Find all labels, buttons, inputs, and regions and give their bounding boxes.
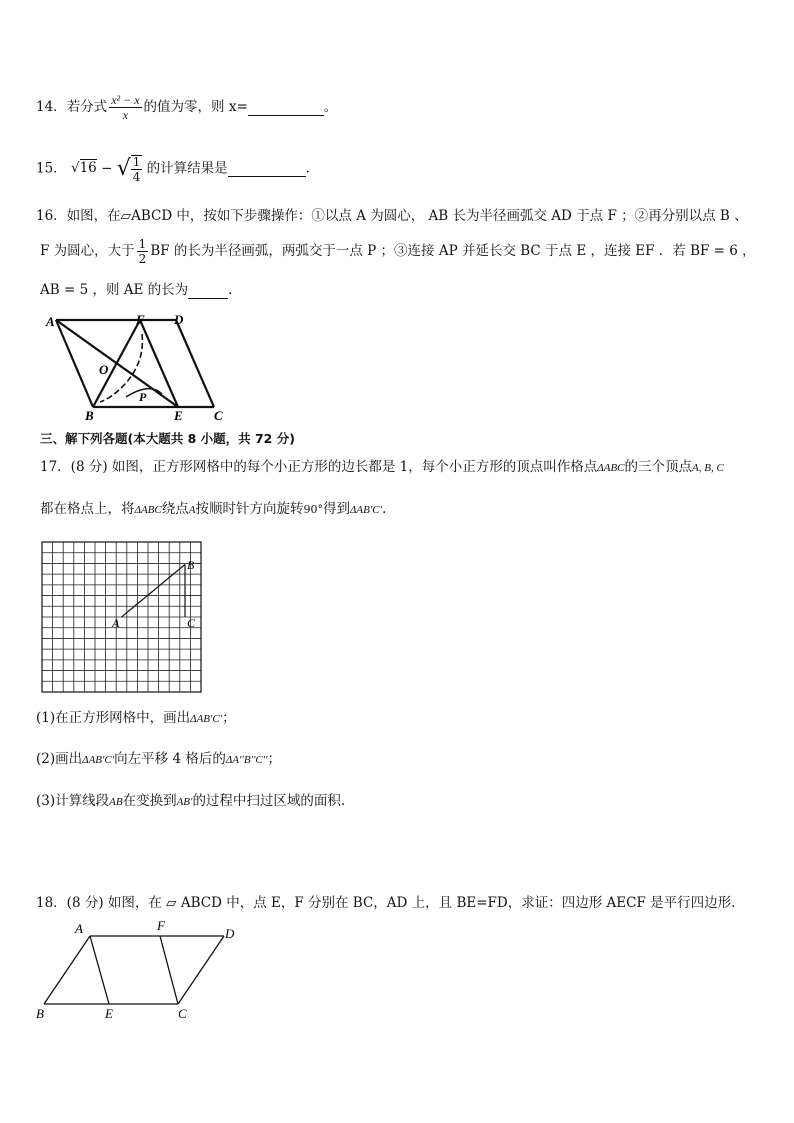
q18-figure — [32, 916, 252, 1024]
q17-part3b: AB — [109, 796, 123, 808]
radical-icon: √ — [70, 160, 80, 177]
question-16-line3 — [40, 284, 232, 299]
label-p: P — [139, 390, 147, 404]
q17-line2c: 绕点 — [161, 501, 189, 517]
q17-line1c: 的三个顶点 — [624, 459, 692, 475]
q17-part2e: ； — [267, 751, 282, 767]
question-17-line1 — [40, 461, 724, 475]
q15-frac-num: 1 — [132, 155, 141, 169]
q14-numerator: x² − x — [111, 93, 140, 107]
q17-part1b: ΔAB′C′ — [190, 713, 223, 725]
q16-fraction — [137, 238, 149, 265]
segment-ab — [44, 936, 90, 1004]
label-f: F — [136, 312, 145, 327]
q17-line2h: ΔAB′C′ — [349, 504, 383, 516]
q17-line2i: . — [382, 501, 387, 517]
q16-answer-blank[interactable] — [188, 284, 228, 299]
label-o: O — [99, 362, 109, 377]
q16-line2a: F 为圆心，大于 — [40, 243, 135, 259]
q15-sqrt-quarter — [117, 155, 143, 183]
q17-line1d: A, B, C — [692, 462, 724, 474]
q17-part2d: ΔA′′B′′C′′ — [225, 754, 268, 766]
q17-line1b: ΔABC — [597, 462, 625, 474]
label-d: D — [225, 926, 235, 941]
q14-middle: 的值为零，则 x= — [143, 99, 248, 115]
q16-frac-num: 1 — [138, 237, 147, 251]
question-17-line2 — [40, 503, 386, 517]
q14-fraction — [109, 94, 141, 121]
label-f: F — [157, 918, 165, 933]
q16-line3: AB = 5 ，则 AE 的长为 — [40, 282, 189, 298]
radical-icon: √ — [116, 156, 131, 181]
label-e: E — [174, 408, 183, 423]
q14-suffix: 。 — [323, 99, 338, 115]
label-a: A — [46, 314, 55, 329]
q17-part3a: (3)计算线段 — [36, 793, 110, 809]
question-14 — [36, 94, 337, 121]
q17-part3d: AB′ — [176, 796, 193, 808]
q15-number: 15． — [36, 160, 67, 177]
section-3-title: 三、解下列各题(本大题共 8 小题，共 72 分) — [40, 431, 295, 446]
q17-part3c: 在变换到 — [122, 793, 177, 809]
q17-part1a: (1)在正方形网格中，画出 — [36, 710, 191, 726]
q16-line1: 如图，在▱ABCD 中，按如下步骤操作：①以点 A 为圆心， AB 长为半径画弧交 AD 于点 F ；②再分别以点 B 、 — [66, 208, 748, 224]
q17-part1 — [36, 712, 236, 726]
q17-line2g: 得到 — [322, 501, 350, 517]
question-16-line1 — [36, 210, 748, 224]
q17-part3 — [36, 795, 345, 809]
q15-radicand: 16 — [79, 160, 97, 177]
q17-part2a: (2)画出 — [36, 751, 83, 767]
q16-line2b: BF 的长为半径画弧，两弧交于一点 P ；③连接 AP 并延长交 BC 于点 E ，连接 EF ．若 BF = 6 ， — [150, 243, 756, 259]
q14-prefix: 若分式 — [66, 99, 108, 115]
label-b: B — [36, 1006, 44, 1021]
q15-end: . — [305, 160, 310, 177]
label-b: B — [85, 408, 94, 423]
label-d: D — [174, 312, 184, 327]
q17-line2e: 按顺时针方向旋转 — [195, 501, 304, 517]
label-c: C — [187, 616, 196, 630]
label-b: B — [187, 558, 195, 572]
q15-suffix: 的计算结果是 — [146, 160, 228, 177]
q16-line3-end: . — [228, 282, 233, 298]
q17-line2d: A — [188, 504, 196, 516]
label-c: C — [178, 1006, 187, 1021]
label-a: A — [75, 921, 83, 936]
q15-fraction — [131, 155, 143, 183]
q17-line2f: 90° — [303, 503, 323, 516]
q15-minus: − — [101, 160, 113, 177]
label-e: E — [105, 1006, 113, 1021]
q14-denominator: x — [122, 108, 129, 122]
question-15 — [36, 155, 310, 183]
q14-answer-blank[interactable] — [248, 101, 324, 116]
question-16-line2 — [40, 238, 756, 265]
q17-line2b: ΔABC — [134, 504, 162, 516]
q17-line1a: 17．(8 分) 如图，正方形网格中的每个小正方形的边长都是 1，每个小正方形的顶点叫作格点 — [40, 459, 598, 475]
q17-part2 — [36, 753, 281, 767]
segment-dc — [178, 936, 224, 1004]
q17-part2b: ΔAB′C′ — [82, 754, 115, 766]
q17-part3e: 的过程中扫过区域的面积. — [192, 793, 346, 809]
q17-grid-figure — [40, 540, 210, 695]
q17-part1c: ； — [222, 710, 236, 726]
question-18: 18．(8 分) 如图，在 ▱ ABCD 中，点 E，F 分别在 BC，AD 上，且 BE=FD，求证：四边形 AECF 是平行四边形. — [36, 895, 736, 911]
segment-ae — [90, 936, 109, 1004]
q14-number: 14． — [36, 99, 67, 115]
q15-answer-blank[interactable] — [228, 163, 306, 178]
q16-number: 16． — [36, 208, 67, 224]
q17-line2a: 都在格点上，将 — [40, 501, 135, 517]
q15-frac-den: 4 — [132, 170, 141, 184]
q16-frac-den: 2 — [138, 252, 147, 266]
label-a: A — [112, 616, 120, 630]
segment-dc — [176, 320, 214, 407]
q15-sqrt-16 — [71, 162, 97, 176]
label-c: C — [214, 408, 223, 423]
segment-fc — [160, 936, 178, 1004]
q17-part2c: 向左平移 4 格后的 — [114, 751, 226, 767]
segment-ab — [122, 565, 186, 618]
q16-figure — [40, 312, 240, 424]
